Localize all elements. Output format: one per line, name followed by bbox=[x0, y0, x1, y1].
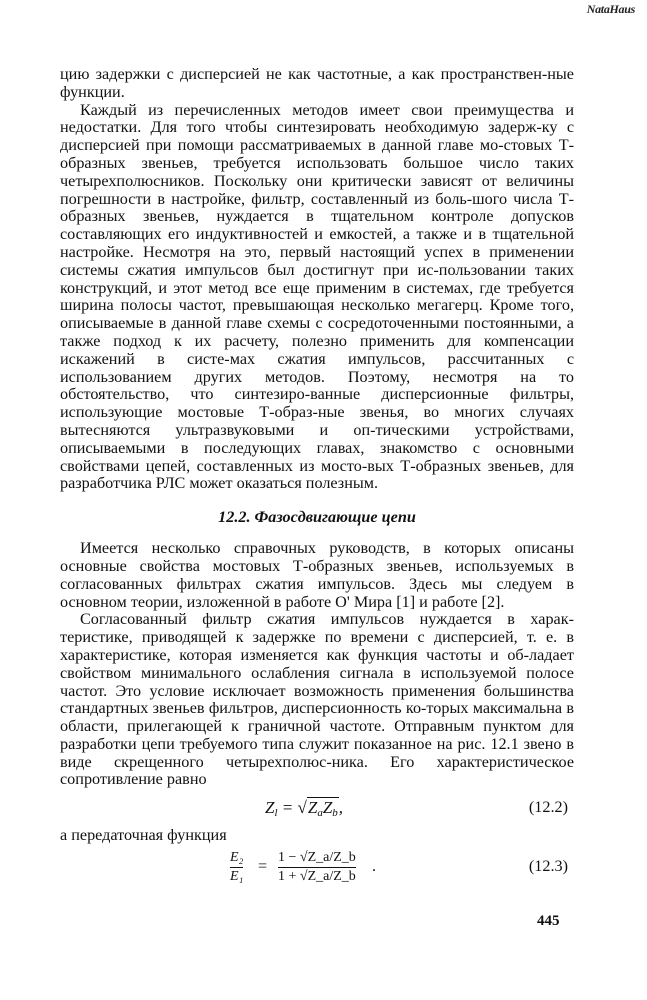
equals-sign: = bbox=[258, 857, 268, 876]
fraction-lhs bbox=[230, 849, 243, 886]
page-body bbox=[60, 66, 574, 899]
equation-12-2 bbox=[60, 793, 574, 827]
paragraph: а передаточная функция bbox=[60, 826, 227, 845]
fraction-rhs-numerator: 1 − √Z_a/Z_b bbox=[278, 850, 356, 866]
section-title: 12.2. Фазосдвигающие цепи bbox=[218, 508, 416, 527]
paragraph: Имеется несколько справочных руководств, в которых описаны основные свойства мостовых Т-образных звеньев, используемых в согласованных фильтрах сжатия импульсов. Здесь мы следуем в основном теории, изложенной в работе О' Мира [1] и работе [2]. bbox=[60, 539, 574, 611]
radicand-b: Z bbox=[322, 798, 333, 818]
sqrt-sign: √ bbox=[297, 798, 307, 818]
equation-tail: . bbox=[372, 857, 377, 876]
equation-number: (12.3) bbox=[528, 857, 568, 876]
equation-tail: , bbox=[338, 798, 344, 818]
fraction-lhs-denominator: E₁ bbox=[230, 869, 244, 885]
fraction-rhs-denominator: 1 + √Z_a/Z_b bbox=[278, 869, 356, 885]
fraction-lhs-numerator: E₂ bbox=[230, 850, 244, 866]
radicand bbox=[307, 797, 339, 820]
fraction-rhs bbox=[278, 849, 356, 886]
equation-lhs-subscript: l bbox=[274, 807, 278, 820]
equation-12-3 bbox=[60, 847, 574, 899]
radicand-a-subscript: a bbox=[317, 807, 323, 820]
paragraph: Каждый из перечисленных методов имеет свои преимущества и недостатки. Для того чтобы синтезировать необходимую задерж-ку с дисперсией при помощи рассматриваемых в данной главе мо-стовых Т-образных звеньев, требуется использовать большое число таких четырехполюсников. Поскольку они критически зависят от величины погрешности в настройке, фильтр, составленный из боль-шого числа Т-образных звеньев, нуждается в тщательном контроле допусков составляющих его индуктивностей и емкостей, а также и в тщательной настройке. Несмотря на это, первый настоящий успех в применении системы сжатия импульсов был достигнут при ис-пользовании таких конструкций, и этот метод все еще применим в системах, где требуется ширина полосы частот, превышающая несколько мегагерц. Кроме того, описываемые в данной главе схемы с сосредоточенными постоянными, а также подход к их расчету, полезно применить для компенсации искажений в систе-мах сжатия импульсов, рассчитанных с использованием других методов. Поэтому, несмотря на то обстоятельство, что синтезиро-ванные дисперсионные фильтры, использующие мостовые Т-образ-ные звенья, во многих случаях вытесняются ультразвуковыми и оп-тическими устройствами, описываемыми в последующих главах, знакомство с основными свойствами цепей, составленных из мосто-вых Т-образных звеньев, для разработчика РЛС может оказаться полезным. bbox=[60, 100, 574, 493]
page-number: 445 bbox=[537, 913, 560, 929]
radicand-b-subscript: b bbox=[332, 807, 338, 820]
equation-number: (12.2) bbox=[528, 798, 568, 817]
radicand-a: Z bbox=[307, 798, 318, 818]
equation-lhs: Z bbox=[265, 798, 275, 818]
paragraph: цию задержки с дисперсией не как частотные, а как пространствен-ные функции. bbox=[60, 65, 574, 101]
equals-sign: = bbox=[277, 798, 298, 818]
equation-formula bbox=[265, 799, 343, 823]
paragraph: Согласованный фильтр сжатия импульсов нуждается в харак-теристике, приводящей к задержке по времени с дисперсией, т. е. в характеристике, которая изменяется как функция частоты и об-ладает свойством минимального ослабления сигнала в используемой полосе частот. Это условие исключает возможность применения большинства стандартных звеньев фильтров, дисперсионность ко-торых максимальна в области, прилегающей к граничной частоте. Отправным пунктом для разработки цепи требуемого типа служит показанное на рис. 12.1 звено в виде скрещенного четырехполюс-ника. Его характеристическое сопротивление равно bbox=[60, 610, 574, 789]
publisher-logo: NataHaus bbox=[586, 2, 635, 16]
